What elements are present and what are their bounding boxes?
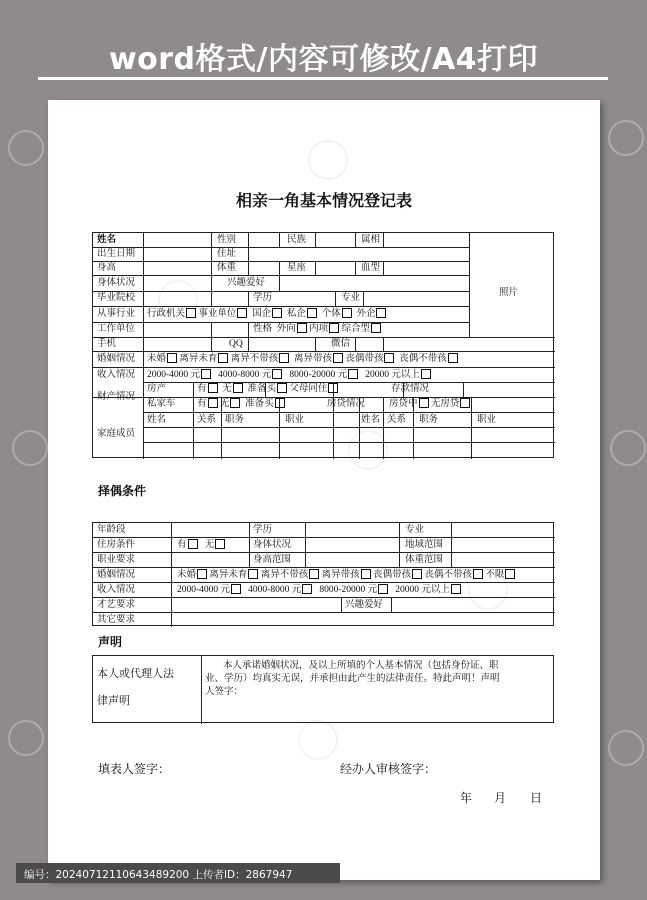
statement-text-line2: 业、学历）均真实无误，并承担由此产生的法律责任。特此声明！声明 — [205, 673, 500, 684]
label-constellation: 星座 — [287, 263, 307, 273]
label-phone: 手机 — [97, 339, 117, 349]
checkbox[interactable] — [277, 383, 287, 393]
label-birth-date: 出生日期 — [97, 249, 136, 259]
label-zodiac: 属相 — [361, 235, 381, 245]
income-options: 2000-4000 元 4000-8000 元 8000-20000 元 20000 元以上 — [177, 584, 461, 596]
family-header-name: 姓名 — [147, 415, 167, 425]
footer-bar — [16, 863, 340, 883]
personality-options: 性格 外向 内项 综合型 — [253, 323, 381, 335]
label-marital: 婚姻情况 — [97, 354, 136, 364]
family-header-occupation: 职业 — [477, 415, 497, 425]
label-income: 收入情况 — [97, 585, 136, 595]
label-income: 收入情况 — [97, 370, 136, 380]
label-workplace: 工作单位 — [97, 324, 136, 334]
checkbox[interactable] — [275, 398, 285, 408]
watermark-icon — [12, 430, 48, 466]
housing-options: 有 无 — [177, 539, 225, 551]
banner-underline — [38, 77, 608, 80]
watermark-icon — [298, 720, 338, 760]
checkbox[interactable] — [309, 569, 319, 579]
label-other: 其它要求 — [97, 615, 136, 625]
label-qq: QQ — [229, 339, 243, 349]
checkbox[interactable] — [272, 308, 282, 318]
label-marital: 婚姻情况 — [97, 570, 136, 580]
label-housing: 住房条件 — [97, 540, 136, 550]
checkbox[interactable] — [231, 584, 241, 594]
label-education: 学历 — [253, 525, 273, 535]
label-house: 房产 — [147, 384, 167, 394]
marital-options: 未婚 离异未育 离异不带孩 离异带孩 丧偶带孩 丧偶不带孩 — [147, 353, 458, 365]
family-header-occupation: 职业 — [285, 415, 305, 425]
checkbox[interactable] — [348, 369, 358, 379]
house-options: 有 无 准备买 父母同住 — [197, 383, 338, 395]
checkbox[interactable] — [333, 353, 343, 363]
watermark-icon — [610, 430, 646, 466]
statement-box — [92, 655, 554, 723]
checkbox[interactable] — [297, 323, 307, 333]
checkbox[interactable] — [342, 308, 352, 318]
industry-options: 行政机关 事业单位 国企 私企 个体 外企 — [147, 308, 386, 320]
label-car: 私家车 — [147, 399, 176, 409]
label-deposit: 存款情况 — [391, 384, 430, 394]
footer-id-text: 编号：20240712110643489200 上传者ID：2867947 — [24, 869, 293, 881]
checkbox[interactable] — [421, 369, 431, 379]
watermark-icon — [308, 140, 348, 180]
car-options: 有 无 准备买 — [197, 398, 285, 410]
section-heading-statement: 声明 — [98, 635, 123, 649]
label-assets: 财产情况 — [97, 392, 136, 402]
checkbox[interactable] — [233, 383, 243, 393]
label-wechat: 微信 — [331, 339, 351, 349]
date-month: 月 — [494, 791, 507, 805]
checkbox[interactable] — [167, 353, 177, 363]
label-major: 专业 — [341, 293, 361, 303]
checkbox[interactable] — [197, 569, 207, 579]
section-heading-spouse: 择偶条件 — [98, 484, 147, 498]
spouse-form — [92, 522, 554, 626]
checkbox[interactable] — [215, 539, 225, 549]
label-weight: 体重 — [217, 263, 237, 273]
family-header-relation: 关系 — [387, 415, 407, 425]
label-height: 身高 — [97, 263, 117, 273]
statement-text-line3: 人签字： — [205, 686, 244, 697]
label-major: 专业 — [405, 525, 425, 535]
checkbox[interactable] — [218, 353, 228, 363]
checkbox[interactable] — [505, 569, 515, 579]
checkbox[interactable] — [419, 398, 429, 408]
checkbox[interactable] — [230, 398, 240, 408]
checkbox[interactable] — [302, 584, 312, 594]
label-industry: 从事行业 — [97, 309, 136, 319]
statement-label-line1: 本人或代理人法 — [97, 667, 174, 680]
watermark-icon — [608, 730, 644, 766]
label-health: 身体状况 — [97, 278, 136, 288]
label-education: 学历 — [253, 293, 273, 303]
label-blood: 血型 — [361, 263, 381, 273]
checkbox[interactable] — [279, 353, 289, 363]
checkbox[interactable] — [451, 584, 461, 594]
checkbox[interactable] — [272, 369, 282, 379]
checkbox[interactable] — [376, 308, 386, 318]
checkbox[interactable] — [208, 398, 218, 408]
marital-options: 未婚 离异未育 离异不带孩 离异带孩 丧偶带孩 丧偶不带孩 不限 — [177, 569, 515, 581]
label-hobby: 兴趣爱好 — [227, 278, 266, 288]
checkbox[interactable] — [361, 569, 371, 579]
checkbox[interactable] — [248, 569, 258, 579]
photo-box-label: 照片 — [499, 288, 519, 298]
checkbox[interactable] — [237, 308, 247, 318]
filler-signature-label: 填表人签字： — [98, 762, 171, 776]
checkbox[interactable] — [208, 383, 218, 393]
basic-info-form — [92, 232, 554, 458]
label-family: 家庭成员 — [97, 429, 136, 439]
checkbox[interactable] — [460, 398, 470, 408]
label-mortgage: 房贷情况 — [327, 399, 366, 409]
checkbox[interactable] — [188, 539, 198, 549]
income-options: 2000-4000 元 4000-8000 元 8000-20000 元 20000 元以上 — [147, 369, 431, 381]
statement-text-line1: 本人承诺婚姻状况，及以上所填的个人基本情况（包括身份证、职 — [223, 660, 499, 671]
label-region: 地域范围 — [405, 540, 444, 550]
family-header-job: 职务 — [419, 415, 439, 425]
label-gender: 性别 — [217, 235, 237, 245]
watermark-icon — [8, 130, 44, 166]
checkbox[interactable] — [448, 353, 458, 363]
page-title: 相亲一角基本情况登记表 — [235, 191, 412, 210]
label-health: 身体状况 — [253, 540, 292, 550]
statement-label-line2: 律声明 — [97, 694, 130, 707]
family-header-job: 职务 — [225, 415, 245, 425]
checkbox[interactable] — [201, 369, 211, 379]
date-year: 年 — [460, 791, 473, 805]
label-name: 姓名 — [97, 235, 117, 245]
label-hobby: 兴趣爱好 — [345, 600, 384, 610]
label-ethnicity: 民族 — [287, 235, 307, 245]
checkbox[interactable] — [329, 323, 339, 333]
checkbox[interactable] — [371, 323, 381, 333]
label-address: 住址 — [217, 249, 237, 259]
label-school: 毕业院校 — [97, 293, 136, 303]
watermark-icon — [8, 720, 44, 756]
label-job-req: 职业要求 — [97, 555, 136, 565]
reviewer-signature-label: 经办人审核签字： — [340, 762, 437, 776]
document-page — [48, 100, 600, 880]
checkbox[interactable] — [473, 569, 483, 579]
label-talent: 才艺要求 — [97, 600, 136, 610]
checkbox[interactable] — [307, 308, 317, 318]
family-header-name: 姓名 — [361, 415, 381, 425]
banner-title: word格式/内容可修改/A4打印 — [108, 42, 539, 77]
date-day: 日 — [530, 791, 543, 805]
watermark-icon — [608, 120, 644, 156]
family-header-relation: 关系 — [197, 415, 217, 425]
checkbox[interactable] — [186, 308, 196, 318]
mortgage-options: 房贷中 无房贷 — [389, 398, 470, 410]
label-age: 年龄段 — [97, 525, 126, 535]
label-height-range: 身高范围 — [253, 555, 292, 565]
checkbox[interactable] — [384, 353, 394, 363]
checkbox[interactable] — [412, 569, 422, 579]
label-weight-range: 体重范围 — [405, 555, 444, 565]
checkbox[interactable] — [378, 584, 388, 594]
checkbox[interactable] — [328, 383, 338, 393]
